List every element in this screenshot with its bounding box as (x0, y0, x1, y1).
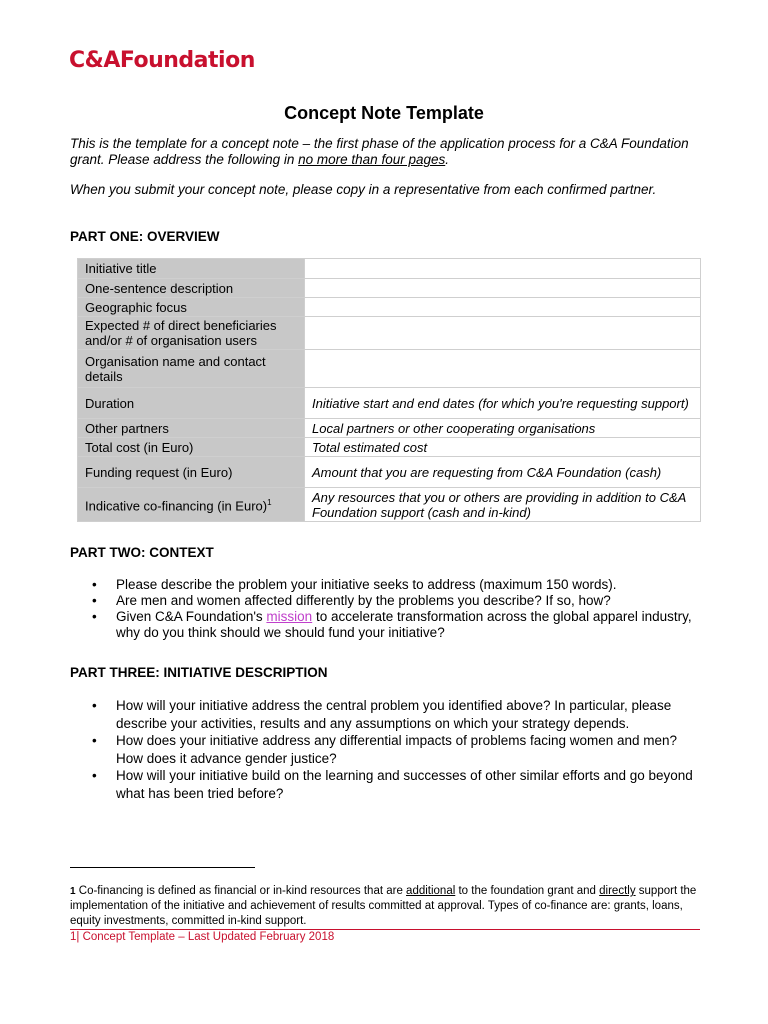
footer-rule (70, 929, 700, 930)
list-item: • How does your initiative address any differential impacts of problems facing women and men? How does it advance gender justice? (70, 732, 700, 767)
page-title: Concept Note Template (284, 103, 484, 123)
footnote-separator (70, 867, 255, 868)
row-label: One-sentence description (85, 280, 234, 296)
table-row (78, 259, 701, 279)
context-list (70, 577, 700, 641)
part-two-heading: PART TWO: CONTEXT (70, 545, 214, 560)
footnote-ref: 1 (267, 498, 272, 508)
list-item: • How will your initiative address the central problem you identified above? In particular, please describe your activities, results and any assumptions on which your strategy depends. (70, 697, 700, 732)
table-label-cell (78, 388, 305, 419)
footnote-text: to the foundation grant and (455, 885, 600, 897)
table-value-cell[interactable] (305, 317, 701, 350)
overview-table (77, 258, 701, 522)
table-label-cell (78, 488, 305, 522)
row-label: Other partners (85, 420, 169, 436)
row-label: Indicative co-financing (in Euro) (85, 498, 268, 514)
table-value-cell[interactable] (305, 259, 701, 279)
description-list (70, 697, 700, 802)
table-label-cell (78, 298, 305, 317)
row-label: Funding request (in Euro) (85, 464, 233, 480)
footnote (70, 884, 700, 929)
table-label-cell (78, 457, 305, 488)
table-label-cell (78, 279, 305, 298)
table-label-cell (78, 350, 305, 388)
row-label: Organisation name and contact details (85, 353, 266, 384)
footnote-text: support the implementation of the initiative and achievement of results committed at approval. Types of co-finance are: grants, loans, equity investments, committed in-kind support. (70, 885, 697, 927)
footnote-directly: directly (599, 885, 636, 897)
footnote-number: 1 (70, 886, 76, 897)
table-row (78, 419, 701, 438)
list-item: • How will your initiative build on the learning and successes of other similar efforts and go beyond what has been tried before? (70, 767, 700, 802)
logo-word: Foundation (119, 48, 255, 73)
list-item: • Please describe the problem your initiative seeks to address (maximum 150 words). (70, 577, 700, 593)
intro-text: This is the template for a concept note – the first phase of the application process for a C&A Foundation grant. Please address the following in (70, 136, 689, 167)
row-label: Initiative title (85, 261, 157, 276)
list-item-text: Given C&A Foundation's (116, 609, 267, 624)
table-value-cell[interactable]: Amount that you are requesting from C&A Foundation (cash) (305, 457, 701, 488)
part-three-heading: PART THREE: INITIATIVE DESCRIPTION (70, 665, 328, 680)
table-label-cell (78, 419, 305, 438)
table-row (78, 298, 701, 317)
table-row (78, 388, 701, 419)
list-item-text-end: to accelerate transformation across the global apparel industry, why do you think should we should fund your initiative? (116, 609, 692, 640)
table-label-cell (78, 317, 305, 350)
table-value-cell[interactable]: Any resources that you or others are providing in addition to C&A Foundation support (cash and in-kind) (305, 488, 701, 522)
page-limit-text: no more than four pages (298, 152, 446, 167)
table-row (78, 457, 701, 488)
table-row (78, 438, 701, 457)
table-label-cell (78, 438, 305, 457)
row-label: Duration (85, 395, 135, 411)
list-item: • Are men and women affected differently by the problems you describe? If so, how? (70, 593, 700, 609)
table-value-cell[interactable]: Initiative start and end dates (for which you're requesting support) (305, 388, 701, 419)
part-one-heading: PART ONE: OVERVIEW (70, 229, 220, 244)
intro-paragraph-1 (70, 136, 710, 168)
table-label-cell (78, 259, 305, 279)
table-row (78, 279, 701, 298)
table-row (78, 488, 701, 522)
logo-amp: C&A (69, 48, 120, 73)
table-value-cell[interactable] (305, 350, 701, 388)
page-footer: 1| Concept Template – Last Updated February 2018 (70, 931, 335, 943)
table-value-cell[interactable]: Total estimated cost (305, 438, 701, 457)
row-label: Geographic focus (85, 299, 187, 315)
table-value-cell[interactable]: Local partners or other cooperating organisations (305, 419, 701, 438)
logo (69, 48, 255, 73)
footnote-text: Co-financing is defined as financial or in-kind resources that are (75, 885, 407, 897)
mission-link[interactable]: mission (266, 609, 313, 624)
table-row (78, 317, 701, 350)
list-item (70, 609, 700, 641)
table-value-cell[interactable] (305, 279, 701, 298)
footnote-additional: additional (406, 885, 456, 897)
table-value-cell[interactable] (305, 298, 701, 317)
intro-paragraph-2: When you submit your concept note, please copy in a representative from each confirmed partner. (70, 182, 657, 197)
intro (70, 136, 710, 212)
row-label: Total cost (in Euro) (85, 439, 194, 455)
table-row (78, 350, 701, 388)
row-label: Expected # of direct beneficiaries and/or # of organisation users (85, 318, 277, 348)
intro-text-end: . (445, 152, 450, 167)
